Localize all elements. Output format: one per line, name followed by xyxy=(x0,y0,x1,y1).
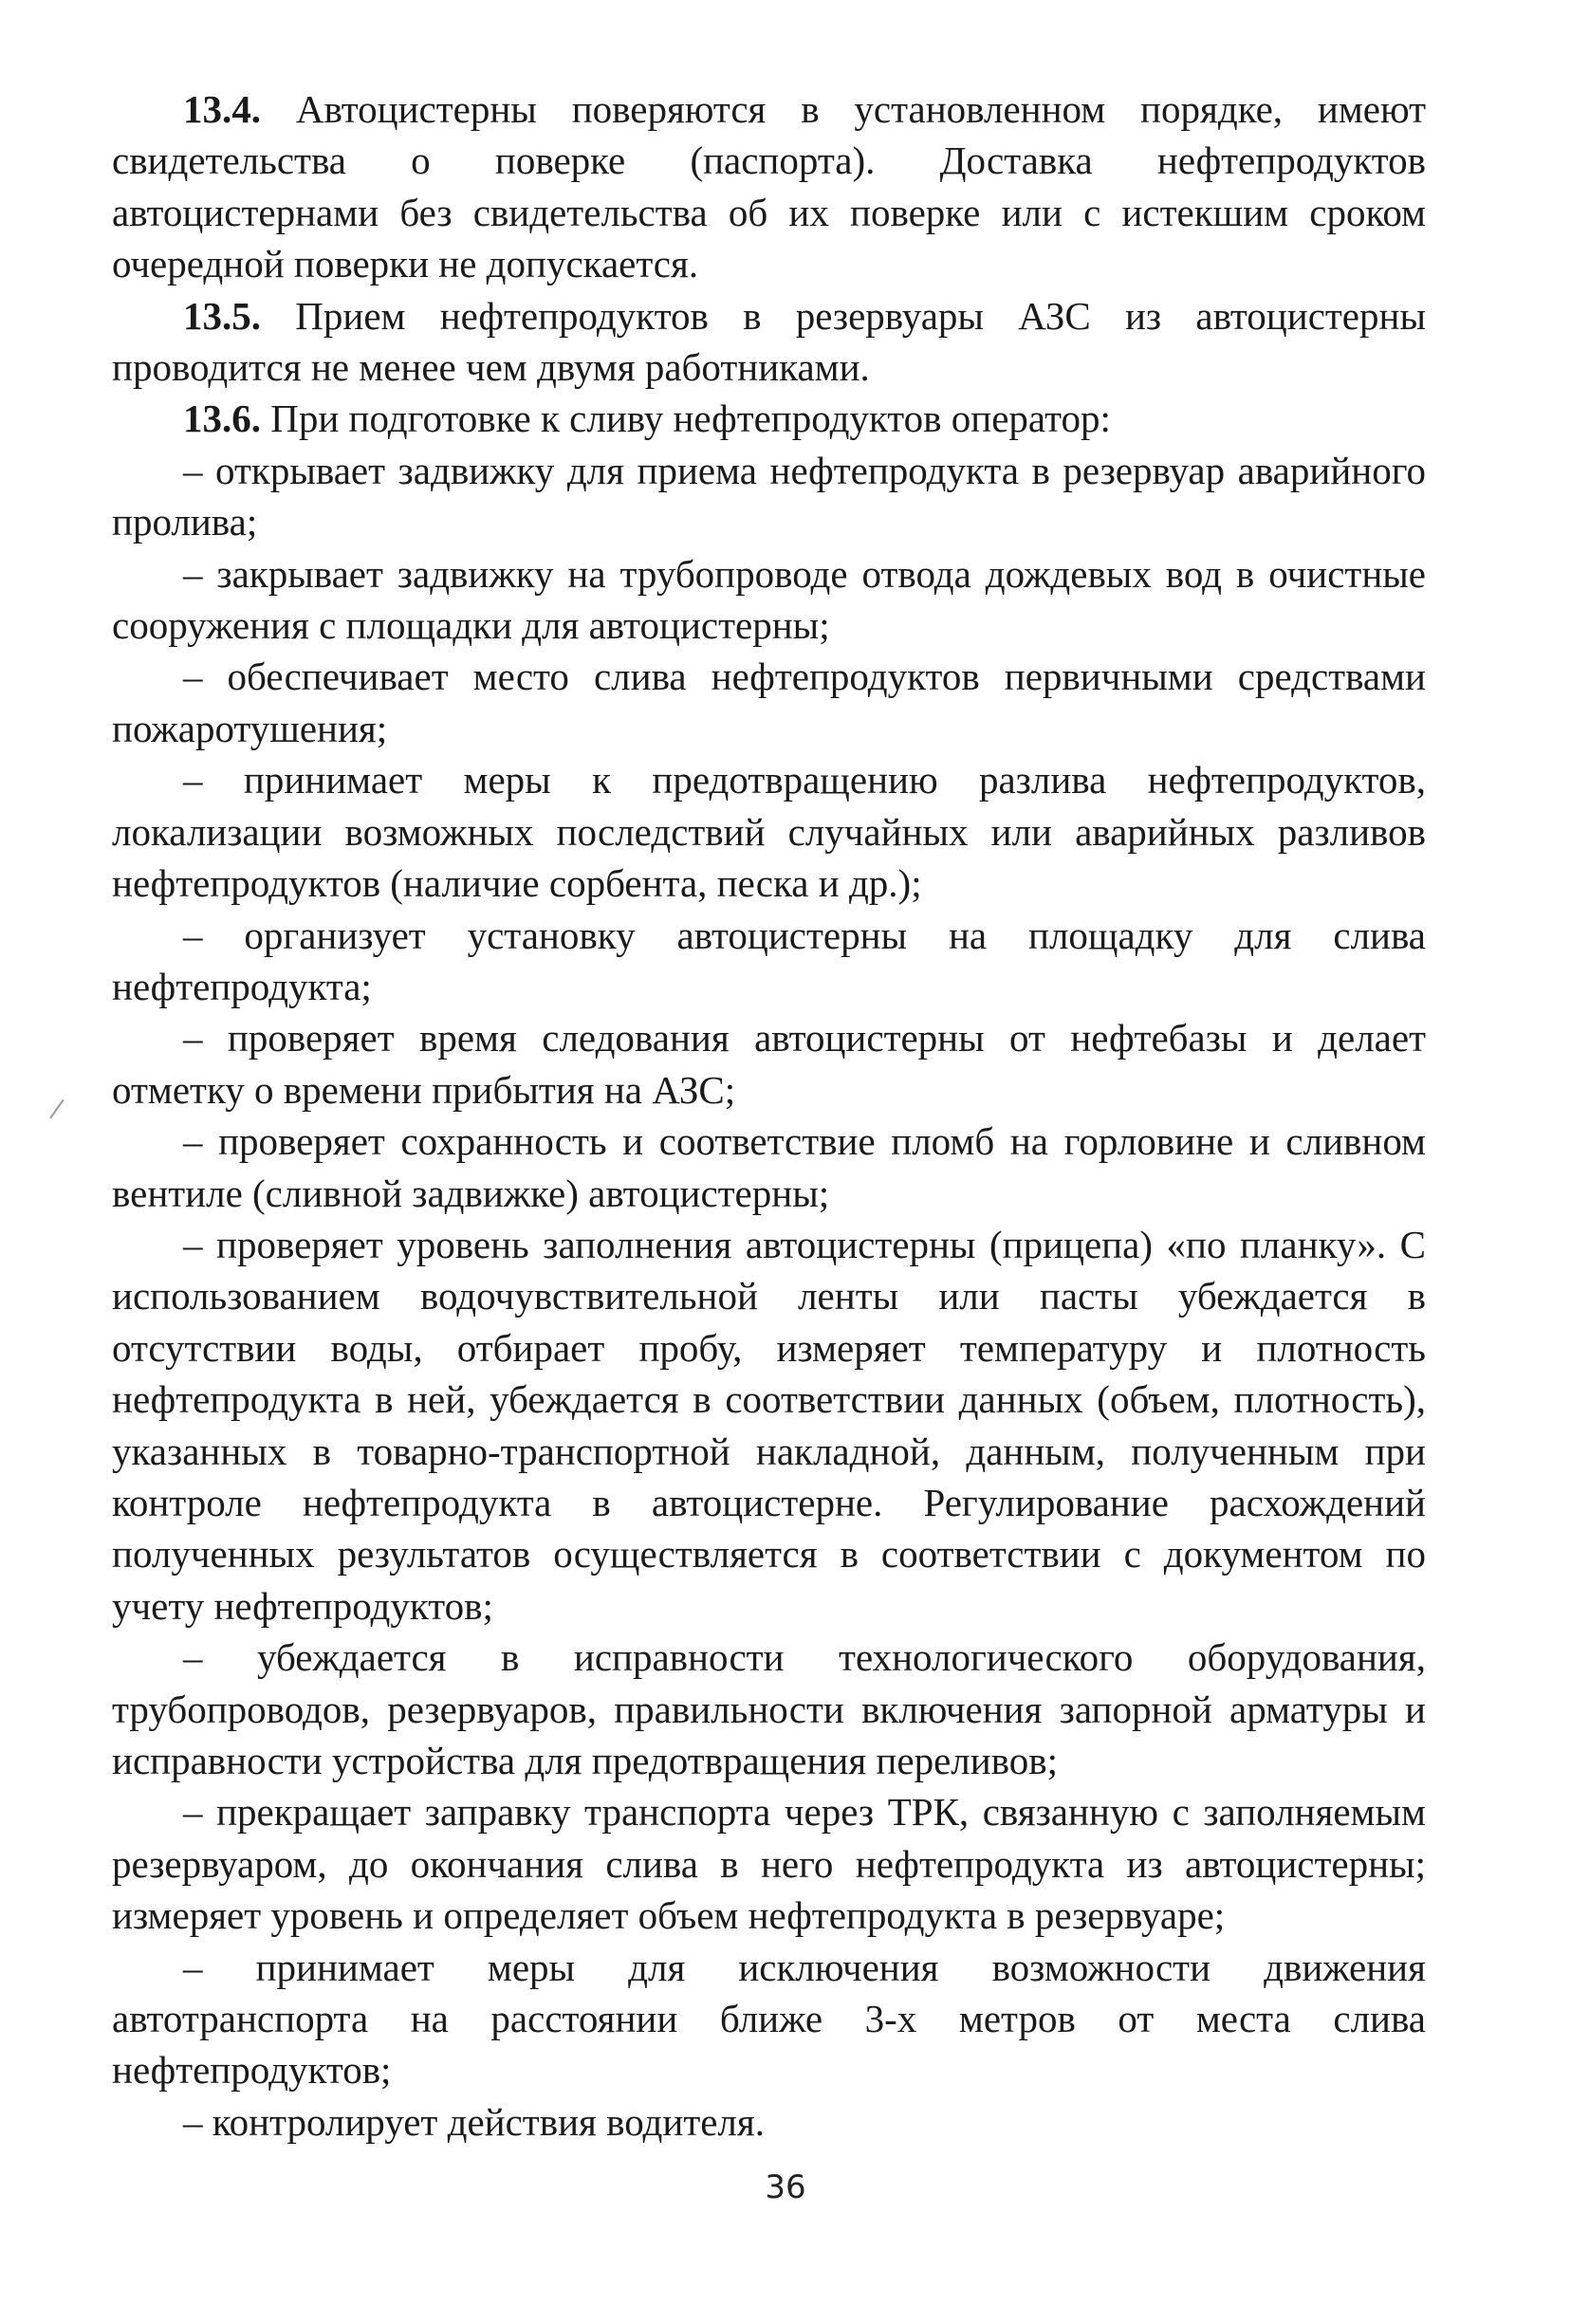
paragraph-13-6 xyxy=(112,393,1426,444)
list-item: – контролирует действия водителя. xyxy=(183,2099,765,2144)
list-item: – принимает меры для исключения возможности движения автотранспорта на расстоянии ближе 3-х метров от места слива нефтепродуктов; xyxy=(112,1945,1426,2093)
list-item: – принимает меры к предотвращению разлива нефтепродуктов, локализации возможных последствий случайных или аварийных разливов нефтепродуктов (наличие сорбента, песка и др.); xyxy=(112,758,1426,906)
paragraph-13-4 xyxy=(112,83,1426,290)
list-item: – проверяет время следования автоцистерны от нефтебазы и делает отметку о времени прибытия на АЗС; xyxy=(112,1016,1426,1112)
list-item: – организует установку автоцистерны на площадку для слива нефтепродукта; xyxy=(112,913,1426,1008)
list-item: – прекращает заправку транспорта через ТРК, связанную с заполняемым резервуаром, до окончания слива в него нефтепродукта из автоцистерны; измеряет уровень и определяет объем нефтепродукта в резервуаре; xyxy=(112,1790,1426,1938)
page-number: 36 xyxy=(765,2168,806,2206)
page-body xyxy=(112,83,1426,2148)
paragraph-text: Автоцистерны поверяются в установленном порядке, имеют свидетельства о поверке (паспорта). Доставка нефтепродуктов автоцистернами без свидетельства об их поверке или с истекшим сроком очередной поверки не допускается. xyxy=(112,87,1426,286)
section-number: 13.6. xyxy=(183,397,261,441)
paragraph-13-5 xyxy=(112,290,1426,394)
list-item: – убеждается в исправности технологического оборудования, трубопроводов, резервуаров, правильности включения запорной арматуры и исправности устройства для предотвращения переливов; xyxy=(112,1635,1426,1782)
section-number: 13.4. xyxy=(183,87,261,131)
list-item: – проверяет уровень заполнения автоцистерны (прицепа) «по планку». С использованием водочувствительной ленты или пасты убеждается в отсутствии воды, отбирает пробу, измеряет температуру и плотность нефтепродукта в ней, убеждается в соответствии данных (объем, плотность), указанных в товарно-транспортной накладной, данным, полученным при контроле нефтепродукта в автоцистерне. Регулирование расхождений полученных результатов осуществляется в соответствии с документом по учету нефтепродуктов; xyxy=(112,1222,1426,1628)
list-item: – проверяет сохранность и соответствие пломб на горловине и сливном вентиле (сливной задвижке) автоцистерны; xyxy=(112,1119,1426,1215)
list-item: – открывает задвижку для приема нефтепродукта в резервуар аварийного пролива; xyxy=(112,448,1426,544)
paragraph-text: При подготовке к сливу нефтепродуктов оператор: xyxy=(261,397,1111,441)
stray-pen-mark xyxy=(49,1099,72,1125)
list-item: – обеспечивает место слива нефтепродуктов первичными средствами пожаротушения; xyxy=(112,655,1426,750)
section-number: 13.5. xyxy=(183,293,261,338)
list-item: – закрывает задвижку на трубопроводе отвода дождевых вод в очистные сооружения с площадки для автоцистерны; xyxy=(112,551,1426,648)
paragraph-text: Прием нефтепродуктов в резервуары АЗС из автоцистерны проводится не менее чем двумя работниками. xyxy=(112,293,1426,390)
